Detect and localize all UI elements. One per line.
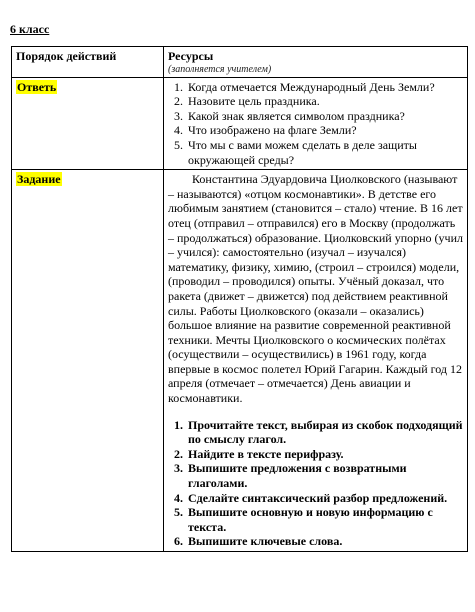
row-label-task: Задание [17,172,61,187]
lesson-table [11,46,468,552]
questions-list [168,80,463,168]
header-resources-cell [164,47,468,78]
row-label-cell [12,77,164,170]
table-row [12,170,468,552]
list-item: 5. Выпишите основную и новую информацию с текста. [186,505,463,534]
list-item: 3. Какой знак является символом праздника? [186,109,463,124]
list-item: 4. Что изображено на флаге Земли? [186,123,463,138]
list-item: 1. Когда отмечается Международный День Земли? [186,80,463,95]
grade-heading: 6 класс [10,22,50,36]
list-item: 2. Найдите в тексте перифразу. [186,447,463,462]
task-cell [164,170,468,552]
table-row [12,77,468,170]
list-item: 3. Выпишите предложения с возвратными глаголами. [186,461,463,490]
list-item: 1. Прочитайте текст, выбирая из скобок подходящий по смыслу глагол. [186,418,463,447]
header-actions: Порядок действий [16,49,117,63]
row-label-answer: Ответь [17,79,57,94]
list-item: 6. Выпишите ключевые слова. [186,534,463,549]
header-resources-note: (заполняется учителем) [168,63,272,75]
task-text: Константина Эдуардовича Циолковского (называют – называются) «отцом космонавтики». В детстве его любимым занятием (становится – стало) чтение. В 16 лет отец (отправил – отправился) его в Москву (продолжать – продолжаться) образование. Циолковский упорно (учил – учился): самостоятельно (изучал – изучался) математику, физику, химию, (строил – строился) модели, (проводил – проводился) опыты. Учёный доказал, что ракета (движет – движется) под действием реактивной силы. Работы Циолковского (оказали – оказались) большое влияние на развитие современной реактивной техники. Мечты Циолковского о космических полётах (осуществили – осуществились) в 1961 году, когда впервые в космос полетел Юрий Гагарин. Каждый год 12 апреля (отмечает – отмечается) День авиации и космонавтики. [168,172,464,406]
header-actions-cell [12,47,164,78]
list-item: 2. Назовите цель праздника. [186,94,463,109]
list-item: 5. Что мы с вами можем сделать в деле защиты окружающей среды? [186,138,463,167]
questions-cell [164,77,468,170]
row-label-cell [12,170,164,552]
list-item: 4. Сделайте синтаксический разбор предложений. [186,491,463,506]
tasks-list [168,418,463,549]
header-resources: Ресурсы [168,49,214,63]
table-header-row [12,47,468,78]
